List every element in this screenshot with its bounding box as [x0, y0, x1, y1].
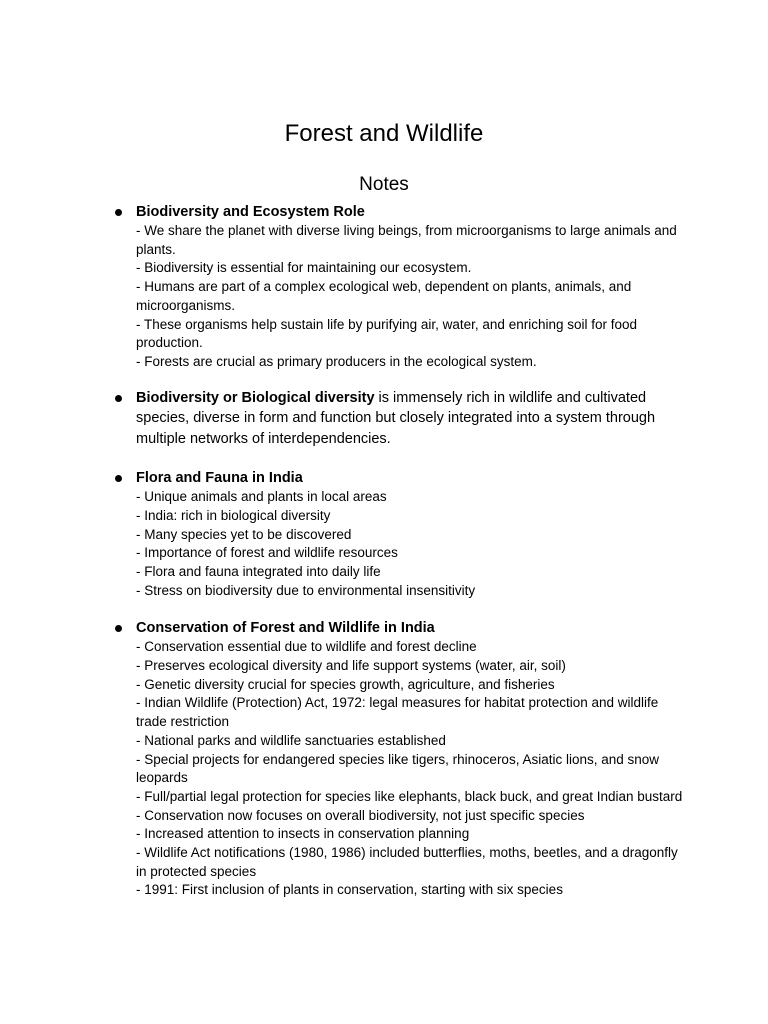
note-line: - Conservation now focuses on overall biodiversity, not just specific species [136, 807, 585, 823]
bullet-icon [115, 395, 122, 402]
section-paragraph [136, 388, 691, 450]
section-text: is immensely rich in wildlife and cultivated species, diverse in form and function but closely integrated into a system through multiple networks of interdependencies. [136, 389, 656, 447]
notes-list [111, 202, 691, 900]
document-title: Forest and Wildlife [284, 120, 484, 147]
note-line: - Biodiversity is essential for maintaining our ecosystem. [136, 260, 472, 276]
note-line: - Increased attention to insects in conservation planning [136, 826, 470, 842]
note-line: - Stress on biodiversity due to environmental insensitivity [136, 582, 476, 598]
document-subtitle: Notes [359, 174, 409, 195]
section-heading: Biodiversity or Biological diversity [136, 389, 375, 406]
note-line: - We share the planet with diverse living beings, from microorganisms to large animals and plants. [136, 223, 677, 257]
section-biodiversity-ecosystem [111, 202, 691, 372]
note-line: - National parks and wildlife sanctuaries established [136, 732, 446, 748]
section-conservation [111, 618, 691, 900]
section-heading: Flora and Fauna in India [136, 470, 303, 487]
note-line: - India: rich in biological diversity [136, 507, 331, 523]
note-line: - Many species yet to be discovered [136, 526, 352, 542]
note-line: - Special projects for endangered species like tigers, rhinoceros, Asiatic lions, and snow leopards [136, 751, 660, 786]
note-line: - Unique animals and plants in local areas [136, 489, 387, 505]
note-line: - Wildlife Act notifications (1980, 1986) included butterflies, moths, beetles, and a dragonfly in protected species [136, 845, 678, 879]
section-biological-diversity [111, 388, 691, 450]
note-line: - These organisms help sustain life by purifying air, water, and enriching soil for food production. [136, 316, 638, 351]
section-heading: Biodiversity and Ecosystem Role [136, 204, 365, 220]
note-line: - Flora and fauna integrated into daily life [136, 563, 381, 579]
bullet-icon [115, 475, 122, 482]
bullet-icon [115, 625, 122, 632]
section-heading: Conservation of Forest and Wildlife in India [136, 620, 435, 637]
note-line: - Preserves ecological diversity and life support systems (water, air, soil) [136, 658, 566, 674]
note-line: - Importance of forest and wildlife resources [136, 545, 398, 561]
section-flora-fauna [111, 468, 691, 600]
bullet-icon [115, 209, 122, 216]
note-line: - Genetic diversity crucial for species growth, agriculture, and fisheries [136, 676, 555, 692]
note-line: - Indian Wildlife (Protection) Act, 1972: legal measures for habitat protection and wildlife trade restriction [136, 695, 659, 730]
note-line: - Humans are part of a complex ecological web, dependent on plants, animals, and microorganisms. [136, 279, 632, 313]
note-line: - 1991: First inclusion of plants in conservation, starting with six species [136, 882, 563, 898]
note-line: - Full/partial legal protection for species like elephants, black buck, and great Indian bustard [136, 788, 683, 804]
note-line: - Conservation essential due to wildlife and forest decline [136, 639, 477, 655]
note-line: - Forests are crucial as primary producers in the ecological system. [136, 353, 537, 369]
